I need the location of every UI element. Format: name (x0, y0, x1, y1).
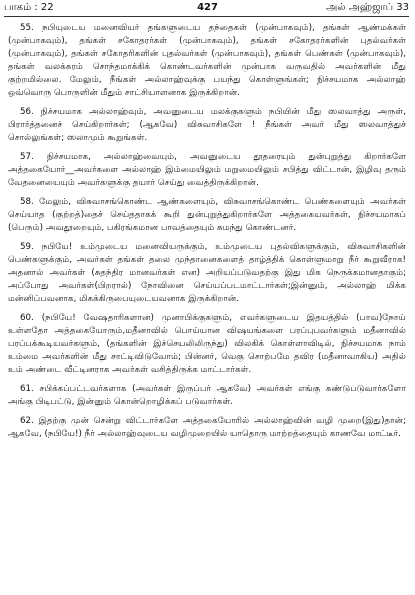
surah-title: அல் அஹ்ஜாப் 33 (326, 2, 409, 13)
verse-60 (8, 312, 406, 377)
verse-text: மேலும், விசுவாசங்கொண்ட ஆண்களையும், விசுவாசங்கொண்ட பெண்களையும் அவர்கள் செய்யாத (குற்றத்)தைச் செய்ததாகக் கூறி துன்புறுத்துகிறார்களே அத்தகையவர்கள், நிச்சயமாகப் (பெரும்) அவதூறையும், பகிரங்கமான பாவத்தையும் சுமந்து கொண்டனர். (8, 197, 407, 233)
verse-number: 61. (20, 384, 34, 394)
verse-text: நபியுடைய மனைவியர் தங்களுடைய தந்தைகள் (முன்பாகவும்), தங்கள் ஆண்மக்கள் (முன்பாகவும்), தங்கள் சகோதரர்கள் (முன்பாகவும்), தங்கள் சகோதரர்களின் புதல்வர்கள் (முன்பாகவும்), தங்கள் சகோதரிகளின் புதல்வர்கள் (முன்பாகவும்), தங்கள் பெண்கள் (முன்பாகவும்), தங்கள் வலக்கரம் சொந்தமாக்கிக் கொண்டவர்களின் முன்பாக வருவதில் அவர்களின் மீது குற்றமில்லை. மேலும், நீங்கள் அல்லாஹ்வுக்கு பயந்து கொள்ளுங்கள்; நிச்சயமாக அல்லாஹ் ஒவ்வொரு பொருளின் மீதும் சாட்சியாளனாக இருக்கிறான். (8, 23, 407, 98)
verse-text: நபியே! உம்முடைய மனைவியருக்கும், உம்முடைய புதல்விகளுக்கும், விசுவாசிகளின் பெண்களுக்கும், அவர்கள் தங்கள் தலை முந்தானைகளைத் தாழ்த்திக் கொள்ளுமாறு நீர் கூறுவீராக! அதனால் அவர்கள் (சுதந்திர மானவர்கள் என) அறியப்படுவதற்கு இது மிக நெருக்கமானதாகும்; அப்போது அவர்கள்(பிறரால்) நோவினை செய்யப்படமாட்டார்கள்;இன்னும், அல்லாஹ் மிக்க மன்னிப்பவனாக, மிகக்கிருபையுடையவனாக இருக்கிறான். (8, 242, 406, 304)
verse-58 (8, 196, 406, 235)
verse-text: நிச்சயமாக, அல்லாஹ்வையும், அவனுடைய தூதரையும் துன்புறுத்து கிறார்களே அத்தகையோர்__அவர்களை அல்லாஹ் இம்மையிலும் மறுமையிலும் சபித்து விட்டான், இழிவு தரும் வேதனையையும் அவர்களுக்கு தயார் செய்து வைத்திருக்கிறான். (8, 152, 406, 188)
verse-57 (8, 151, 406, 190)
verse-61 (8, 383, 406, 409)
verse-number: 55. (20, 23, 34, 33)
part-number: பாகம் : 22 (4, 2, 54, 13)
verse-text: இதற்கு முன் சென்று விட்டார்களே அத்தகையோரில் அல்லாஹ்வின் வழி முறை(இது)தான்; ஆகவே, (நபியே!) நீர் அல்லாஹ்வுடைய வழிமுறையில் யாதொரு மாற்றத்தையும் காணவே மாட்டீர். (8, 416, 407, 439)
page-number: 427 (197, 2, 218, 13)
verse-number: 62. (20, 416, 34, 426)
verse-62 (8, 415, 406, 441)
verse-text: (நபியே! வேஷதாரிகளான) முனாபிக்குகளும், எவர்களுடைய இதயத்தில் (பாவ)நோய் உள்ளதோ அத்தகையோரும்,மதீனாவில் பொய்யான விஷயங்களை பரப்புபவர்களும் மதீனாவில் பரப்பக்கூடியவர்களும், (தங்களின் இச்செயலிலிருந்து) விலகிக் கொள்ளாவிடில், நிச்சயமாக நாம் உம்மை அவர்களின் மீது சாட்டிவிடுவோம்; பின்னர், வெகு சொற்பமே தவிர (மதீனாவாகிய) அதில் உம் அண்டை வீட்டினராக அவர்கள் வசித்திருக்க மாட்டார்கள். (8, 313, 406, 375)
verse-55 (8, 22, 406, 100)
verse-number: 58. (20, 197, 34, 207)
verse-number: 59. (20, 242, 34, 252)
verse-text: சபிக்கப்பட்டவர்களாக (அவர்கள் இருப்பர் ஆகவே) அவர்கள் எங்கு கண்டுபடுவார்களோ அங்கு பிடிபட்டு, இன்னும் கொன்றொழிக்கப் படுவார்கள். (8, 384, 407, 407)
header-divider (4, 16, 409, 17)
verse-number: 56. (20, 107, 34, 117)
verse-number: 60. (20, 313, 34, 323)
verse-number: 57. (20, 152, 34, 162)
verse-text: நிச்சயமாக அல்லாஹ்வும், அவனுடைய மலக்குகளும் நபியின் மீது ஸலவாத்து அருள், பிரார்த்தனைச் செய்கிறார்கள்; (ஆகவே) விசுவாசிகளே ! நீங்கள் அவர் மீது ஸலவாத்துச் சொல்லுங்கள்; ஸலாமும் கூறுங்கள். (8, 107, 406, 143)
page-header (0, 0, 415, 15)
page-body (8, 22, 406, 447)
verse-56 (8, 106, 406, 145)
verse-59 (8, 241, 406, 306)
